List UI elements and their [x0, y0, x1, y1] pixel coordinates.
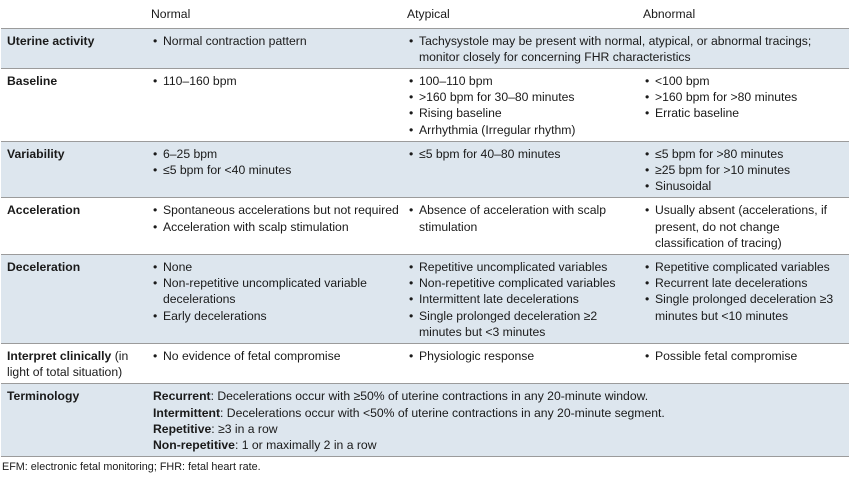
list-item: • Sinusoidal	[645, 178, 845, 194]
bullet-list	[645, 202, 845, 251]
header-blank	[1, 0, 147, 28]
header-abnormal: Abnormal	[639, 0, 849, 28]
list-item: • No evidence of fetal compromise	[153, 348, 399, 364]
normal-cell	[147, 254, 403, 343]
list-item: • 6–25 bpm	[153, 146, 399, 162]
row-label	[1, 343, 147, 383]
abnormal-cell	[639, 68, 849, 141]
atypical-cell	[403, 68, 639, 141]
normal-cell	[147, 343, 403, 383]
header-normal: Normal	[147, 0, 403, 28]
table-row	[1, 254, 849, 343]
bullet-list	[645, 73, 845, 122]
term-recurrent	[153, 388, 845, 404]
term-repetitive	[153, 421, 845, 437]
list-item: • ≤5 bpm for >80 minutes	[645, 146, 845, 162]
list-item: • Non-repetitive complicated variables	[409, 275, 635, 291]
list-item: • Acceleration with scalp stimulation	[153, 219, 399, 235]
list-item: • ≤5 bpm for 40–80 minutes	[409, 146, 635, 162]
list-item: • Early decelerations	[153, 308, 399, 324]
normal-cell	[147, 28, 403, 68]
term-text: : Decelerations occur with <50% of uterine contractions in any 20-minute segment.	[220, 405, 665, 420]
bullet-list	[153, 146, 399, 178]
bullet-list	[409, 202, 635, 234]
bullet-list	[153, 73, 399, 89]
list-item: • <100 bpm	[645, 73, 845, 89]
list-item: • >160 bpm for 30–80 minutes	[409, 89, 635, 105]
row-label-note: (in light of total situation)	[7, 348, 129, 380]
row-label	[1, 141, 147, 198]
abnormal-cell	[639, 198, 849, 255]
bullet-list	[409, 146, 635, 162]
row-label	[1, 254, 147, 343]
list-item: • Single prolonged deceleration ≥3 minutes but <10 minutes	[645, 291, 845, 323]
bullet-list	[645, 146, 845, 195]
list-item: • ≥25 bpm for >10 minutes	[645, 162, 845, 178]
row-label	[1, 28, 147, 68]
bullet-list	[645, 259, 845, 324]
list-item: • Physiologic response	[409, 348, 635, 364]
term-non-repetitive	[153, 437, 845, 453]
atypical-cell	[403, 141, 639, 198]
term-text: : Decelerations occur with ≥50% of uterine contractions in any 20-minute window.	[210, 389, 649, 404]
list-item: • Erratic baseline	[645, 105, 845, 121]
bullet-list	[153, 348, 399, 364]
bullet-list	[645, 348, 845, 364]
atypical-cell	[403, 254, 639, 343]
table-header	[1, 0, 849, 28]
abnormal-cell	[639, 343, 849, 383]
row-label-text: Baseline	[7, 73, 58, 88]
term-text: : ≥3 in a row	[211, 421, 278, 436]
row-label	[1, 198, 147, 255]
list-item: • Recurrent late decelerations	[645, 275, 845, 291]
terminology-label: Terminology	[1, 384, 147, 457]
row-label-text: Uterine activity	[7, 33, 95, 48]
normal-cell	[147, 141, 403, 198]
list-item: • Rising baseline	[409, 105, 635, 121]
row-label	[1, 68, 147, 141]
list-item: • Usually absent (accelerations, if present, do not change classification of tracing)	[645, 202, 845, 251]
row-label-text: Acceleration	[7, 203, 81, 218]
atypical-cell	[403, 343, 639, 383]
term-name: Non-repetitive	[153, 437, 235, 452]
term-name: Intermittent	[153, 405, 221, 420]
list-item: • None	[153, 259, 399, 275]
footnote: EFM: electronic fetal monitoring; FHR: fetal heart rate.	[2, 461, 261, 473]
bullet-list	[409, 33, 845, 65]
normal-cell	[147, 198, 403, 255]
term-name: Recurrent	[153, 389, 211, 404]
list-item: • >160 bpm for >80 minutes	[645, 89, 845, 105]
normal-cell	[147, 68, 403, 141]
list-item: • 100–110 bpm	[409, 73, 635, 89]
table-row	[1, 28, 849, 68]
table-row	[1, 343, 849, 383]
term-text: : 1 or maximally 2 in a row	[234, 437, 377, 452]
list-item: • Intermittent late decelerations	[409, 291, 635, 307]
atypical-cell	[403, 198, 639, 255]
atypical-cell	[403, 28, 849, 68]
term-intermittent	[153, 405, 845, 421]
bullet-list	[153, 202, 399, 234]
bullet-list	[153, 33, 399, 49]
terminology-row	[1, 384, 849, 457]
bullet-list	[409, 259, 635, 340]
list-item: • Tachysystole may be present with normal, atypical, or abnormal tracings; monitor closely for concerning FHR characteristics	[409, 33, 845, 65]
list-item: • Possible fetal compromise	[645, 348, 845, 364]
fhr-classification-table	[1, 0, 849, 457]
table-body	[1, 28, 849, 457]
list-item: • Repetitive uncomplicated variables	[409, 259, 635, 275]
abnormal-cell	[639, 141, 849, 198]
table-row	[1, 141, 849, 198]
row-label-text: Variability	[7, 146, 65, 161]
list-item: • Arrhythmia (Irregular rhythm)	[409, 122, 635, 138]
table-row	[1, 198, 849, 255]
terminology-definitions	[147, 384, 849, 457]
abnormal-cell	[639, 254, 849, 343]
list-item: • 110–160 bpm	[153, 73, 399, 89]
list-item: • Spontaneous accelerations but not required	[153, 202, 399, 218]
row-label-text: Interpret clinically	[7, 348, 112, 363]
bullet-list	[409, 348, 635, 364]
header-atypical: Atypical	[403, 0, 639, 28]
list-item: • Absence of acceleration with scalp stimulation	[409, 202, 635, 234]
term-name: Repetitive	[153, 421, 212, 436]
list-item: • Normal contraction pattern	[153, 33, 399, 49]
list-item: • ≤5 bpm for <40 minutes	[153, 162, 399, 178]
bullet-list	[153, 259, 399, 324]
row-label-text: Deceleration	[7, 259, 81, 274]
list-item: • Single prolonged deceleration ≥2 minutes but <3 minutes	[409, 308, 635, 340]
bullet-list	[409, 73, 635, 138]
list-item: • Non-repetitive uncomplicated variable decelerations	[153, 275, 399, 307]
table-row	[1, 68, 849, 141]
list-item: • Repetitive complicated variables	[645, 259, 845, 275]
